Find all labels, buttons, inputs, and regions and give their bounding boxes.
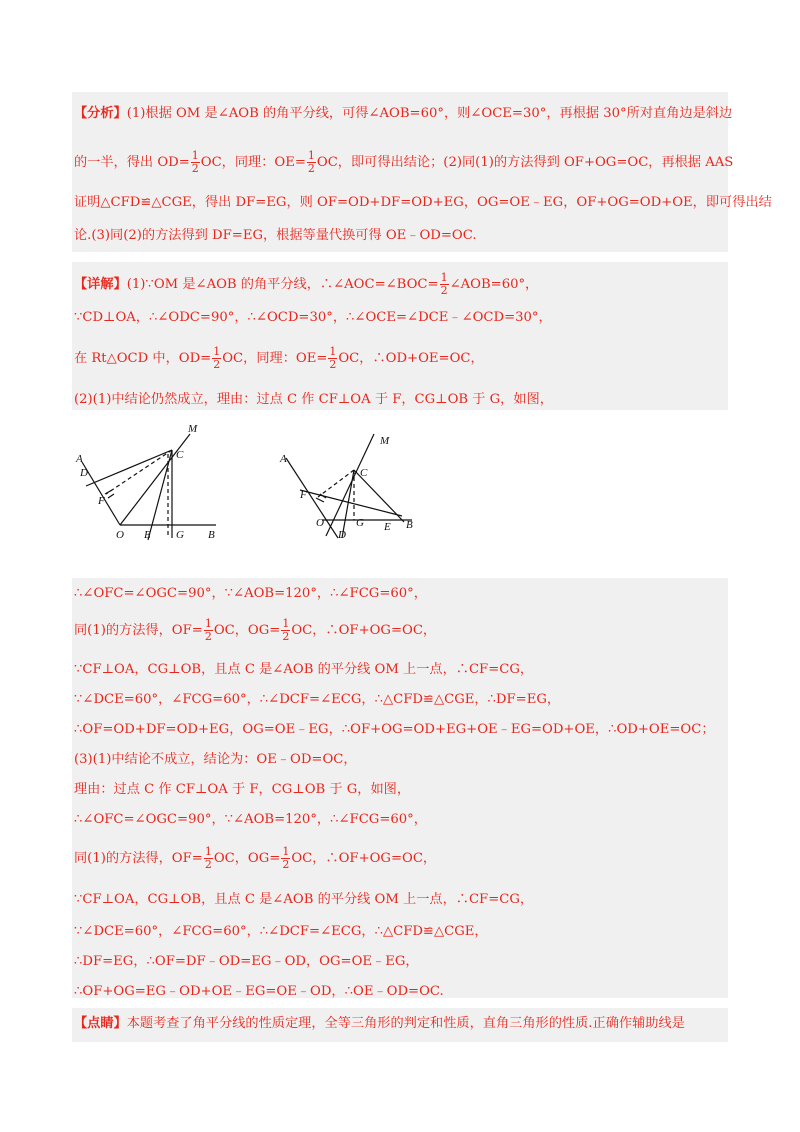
analysis-line-2: 的一半，得出 OD= $\frac{1}{2}$ OC，同理：OE= $\frac{1}{2}$ OC，即可得出结论；(2)同(1)的方法得到 OF+OG=OC，再根据 AAS <box>74 149 734 175</box>
label-e-2: E <box>384 521 391 533</box>
label-c-2: C <box>360 467 368 479</box>
detail-line-12: ∴∠OFC=∠OGC=90°，∵∠AOB=120°，∴∠FCG=60°， <box>74 812 427 827</box>
analysis-line-1: 【分析】(1)根据 OM 是∠AOB 的角平分线，可得∠AOB=60°，则∠OCE=30°，再根据 30°所对直角边是斜边 <box>74 106 733 121</box>
detail-line-4: (2)(1)中结论仍然成立，理由：过点 C 作 CF⊥OA 于 F，CG⊥OB 于 G，如图， <box>74 392 553 407</box>
geometry-figures <box>72 414 728 574</box>
label-b: B <box>208 529 215 541</box>
fraction-half: $\frac{1}{2}$ <box>204 845 212 871</box>
label-d-2: D <box>338 529 346 541</box>
detail-line-6: 同(1)的方法得，OF= $\frac{1}{2}$ OC，OG= $\frac{1}{2}$ OC，∴OF+OG=OC， <box>74 617 437 643</box>
fraction-half: $\frac{1}{2}$ <box>213 345 221 371</box>
label-f-2: F <box>300 489 307 501</box>
fraction-half: $\frac{1}{2}$ <box>191 149 199 175</box>
detail-line-1: 【详解】(1)∵OM 是∠AOB 的角平分线，∴∠AOC=∠BOC= $\frac{1}{2}$ ∠AOB=60°， <box>74 271 539 297</box>
label-f: F <box>98 495 105 507</box>
label-g-2: G <box>356 517 364 529</box>
label-o-2: O <box>316 517 324 529</box>
label-m-2: M <box>380 435 390 447</box>
detail-line-2: ∵CD⊥OA，∴∠ODC=90°，∴∠OCD=30°，∴∠OCE=∠DCE﹣∠OCD=30°， <box>74 310 552 325</box>
analysis-line-3: 证明△CFD≌△CGE，得出 DF=EG，则 OF=OD+DF=OD+EG，OG=OE﹣EG，OF+OG=OD+OE，即可得出结 <box>74 195 772 210</box>
fraction-half: $\frac{1}{2}$ <box>282 617 290 643</box>
label-o: O <box>116 529 124 541</box>
detail-line-9: ∴OF=OD+DF=OD+EG，OG=OE﹣EG，∴OF+OG=OD+EG+OE﹣EG=OD+OE，∴OD+OE=OC； <box>74 722 715 737</box>
figures-svg <box>72 414 728 574</box>
detail-line-11: 理由：过点 C 作 CF⊥OA 于 F，CG⊥OB 于 G，如图， <box>74 782 411 797</box>
detail-line-16: ∴DF=EG，∴OF=DF﹣OD=EG﹣OD，OG=OE﹣EG， <box>74 954 419 969</box>
detail-line-7: ∵CF⊥OA，CG⊥OB，且点 C 是∠AOB 的平分线 OM 上一点，∴CF=CG， <box>74 662 534 677</box>
fraction-half: $\frac{1}{2}$ <box>204 617 212 643</box>
fraction-half: $\frac{1}{2}$ <box>307 149 315 175</box>
label-a: A <box>76 453 83 465</box>
detail-tag: 【详解】 <box>74 277 127 292</box>
detail-line-15: ∵∠DCE=60°，∠FCG=60°，∴∠DCF=∠ECG，∴△CFD≌△CGE， <box>74 924 488 939</box>
detail-line-3: 在 Rt△OCD 中，OD= $\frac{1}{2}$ OC，同理：OE= $\frac{1}{2}$ OC，∴OD+OE=OC， <box>74 345 484 371</box>
fraction-half: $\frac{1}{2}$ <box>329 345 337 371</box>
label-b-2: B <box>406 519 413 531</box>
label-g: G <box>176 529 184 541</box>
detail-line-14: ∵CF⊥OA，CG⊥OB，且点 C 是∠AOB 的平分线 OM 上一点，∴CF=CG， <box>74 892 534 907</box>
detail-line-5: ∴∠OFC=∠OGC=90°，∵∠AOB=120°，∴∠FCG=60°， <box>74 586 427 601</box>
label-m: M <box>188 423 198 435</box>
detail-line-17: ∴OF+OG=EG﹣OD+OE﹣EG=OE﹣OD，∴OE﹣OD=OC. <box>74 984 444 999</box>
fraction-half: $\frac{1}{2}$ <box>282 845 290 871</box>
label-a-2: A <box>280 453 287 465</box>
analysis-line-4: 论.(3)同(2)的方法得到 DF=EG，根据等量代换可得 OE﹣OD=OC. <box>74 228 477 243</box>
label-e: E <box>144 529 151 541</box>
comment-line-1: 【点睛】本题考查了角平分线的性质定理，全等三角形的判定和性质，直角三角形的性质.正确作辅助线是 <box>74 1016 685 1031</box>
label-d: D <box>80 467 88 479</box>
detail-line-10: (3)(1)中结论不成立，结论为：OE﹣OD=OC， <box>74 752 357 767</box>
fraction-half: $\frac{1}{2}$ <box>440 271 448 297</box>
comment-tag: 【点睛】 <box>74 1016 127 1031</box>
analysis-tag: 【分析】 <box>74 106 127 121</box>
detail-line-8: ∵∠DCE=60°，∠FCG=60°，∴∠DCF=∠ECG，∴△CFD≌△CGE，∴DF=EG， <box>74 692 561 707</box>
detail-line-13: 同(1)的方法得，OF= $\frac{1}{2}$ OC，OG= $\frac{1}{2}$ OC，∴OF+OG=OC， <box>74 845 437 871</box>
label-c: C <box>176 449 184 461</box>
